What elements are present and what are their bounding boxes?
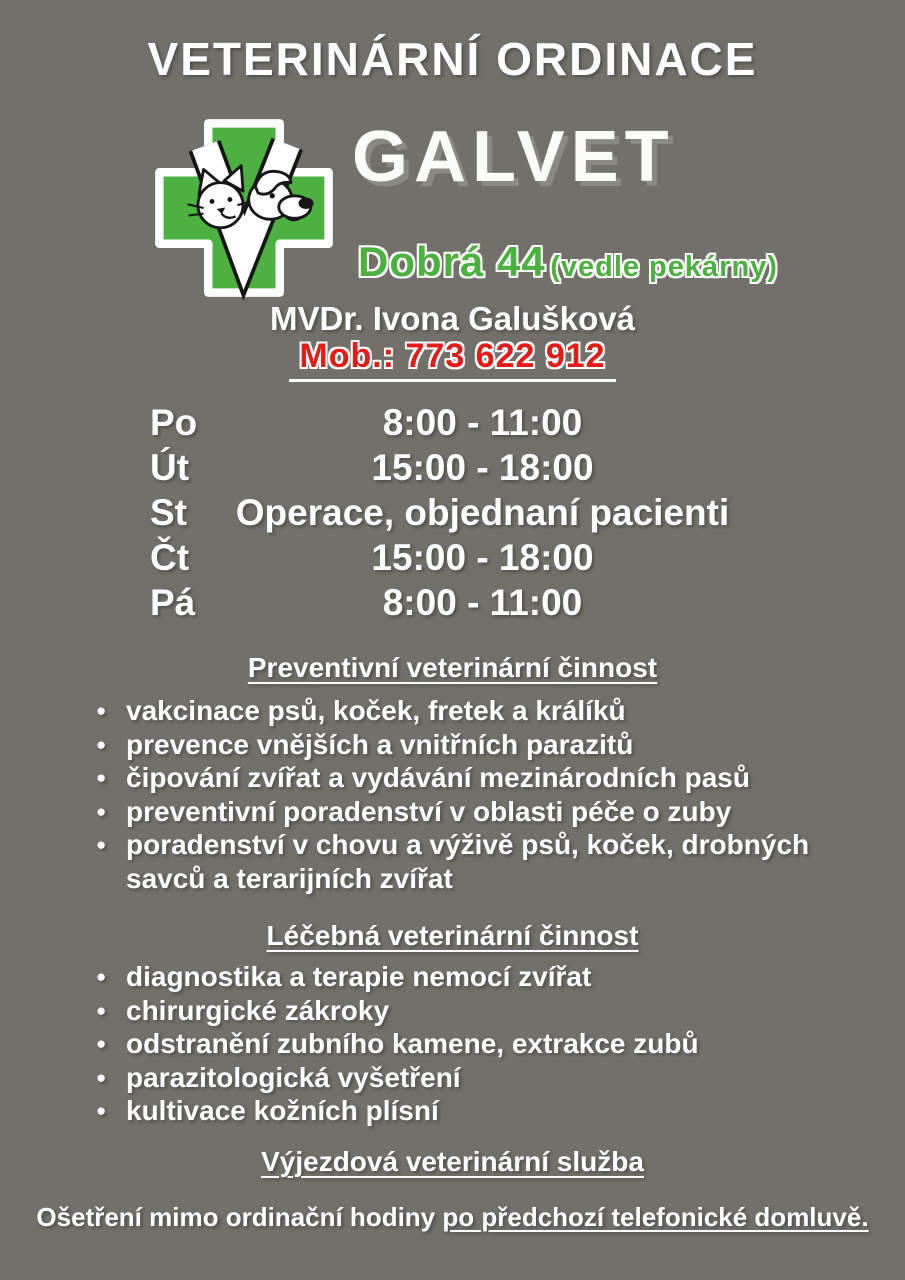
list-item: [96, 795, 836, 829]
preventive-services-list: [96, 694, 836, 895]
list-item: [96, 1061, 836, 1095]
schedule-value: 15:00 - 18:00: [371, 536, 594, 578]
phone-row: [0, 337, 905, 382]
address-line: [358, 238, 778, 286]
doctor-name: MVDr. Ivona Galušková: [270, 300, 635, 337]
list-item: [96, 694, 836, 728]
list-item: [96, 728, 836, 762]
footer-note-start: Ošetření mimo ordinační hodiny: [36, 1202, 443, 1232]
bullet-icon: ●: [96, 967, 107, 986]
schedule-row: [150, 535, 745, 580]
schedule-day: Čt: [150, 536, 190, 578]
section-heading-preventive: Preventivní veterinární činnost: [247, 652, 658, 683]
bullet-icon: ●: [96, 1067, 107, 1087]
healing-services-list: [96, 960, 836, 1128]
opening-hours: [150, 400, 745, 625]
list-item-text: chirurgické zákroky: [126, 994, 390, 1026]
schedule-value: Operace, objednaní pacienti: [235, 491, 730, 533]
schedule-row: [150, 400, 745, 445]
schedule-day: Pá: [150, 581, 196, 623]
schedule-row: [150, 490, 745, 535]
bullet-icon: ●: [96, 768, 107, 787]
poster-title: VETERINÁRNÍ ORDINACE: [147, 33, 758, 85]
list-item: [96, 1027, 836, 1061]
bullet-icon: ●: [96, 1101, 107, 1120]
bullet-icon: ●: [96, 734, 107, 754]
section-heading-healing: Léčebná veterinární činnost: [266, 920, 639, 951]
list-item: [96, 960, 836, 994]
schedule-value: 8:00 - 11:00: [382, 581, 583, 623]
schedule-row: [150, 445, 745, 490]
schedule-value: 8:00 - 11:00: [382, 401, 583, 443]
address-note: (vedle pekárny): [550, 251, 778, 283]
schedule-value: 15:00 - 18:00: [371, 446, 594, 488]
list-item-text: parazitologická vyšetření: [126, 1061, 461, 1093]
schedule-day: Út: [150, 446, 190, 488]
bullet-icon: ●: [96, 1000, 107, 1020]
list-item-text: čipování zvířat a vydávání mezinárodních pasů: [126, 762, 750, 793]
schedule-day: St: [150, 491, 187, 533]
schedule-day: Po: [150, 401, 198, 443]
list-item: [96, 761, 836, 795]
list-item-text: prevence vnějších a vnitřních parazitů: [126, 728, 634, 760]
bullet-icon: ●: [96, 1034, 107, 1053]
list-item-text: kultivace kožních plísní: [126, 1095, 439, 1126]
footer-note-underlined: po předchozí telefonické domluvě.: [442, 1202, 869, 1232]
address: Dobrá 44: [358, 238, 546, 285]
bullet-icon: ●: [96, 701, 107, 720]
list-item-text: preventivní poradenství v oblasti péče o zuby: [126, 795, 732, 827]
list-item-text: vakcinace psů, koček, fretek a králíků: [126, 695, 626, 726]
list-item-text: odstranění zubního kamene, extrakce zubů: [126, 1028, 699, 1059]
phone-number: Mob.: 773 622 912: [289, 337, 615, 382]
bullet-icon: ●: [96, 835, 107, 854]
brand-name: GALVET: [352, 117, 675, 197]
bullet-icon: ●: [96, 801, 107, 821]
list-item-text: poradenství v chovu a výživě psů, koček, drobných savců a terarijních zvířat: [126, 829, 810, 894]
list-item: [96, 1094, 836, 1128]
section-heading-outcall: Výjezdová veterinární služba: [261, 1146, 644, 1177]
list-item: [96, 994, 836, 1028]
list-item-text: diagnostika a terapie nemocí zvířat: [126, 961, 592, 992]
footer-note: [0, 1202, 905, 1233]
list-item: [96, 828, 836, 895]
schedule-row: [150, 580, 745, 625]
galvet-logo: [150, 114, 338, 302]
